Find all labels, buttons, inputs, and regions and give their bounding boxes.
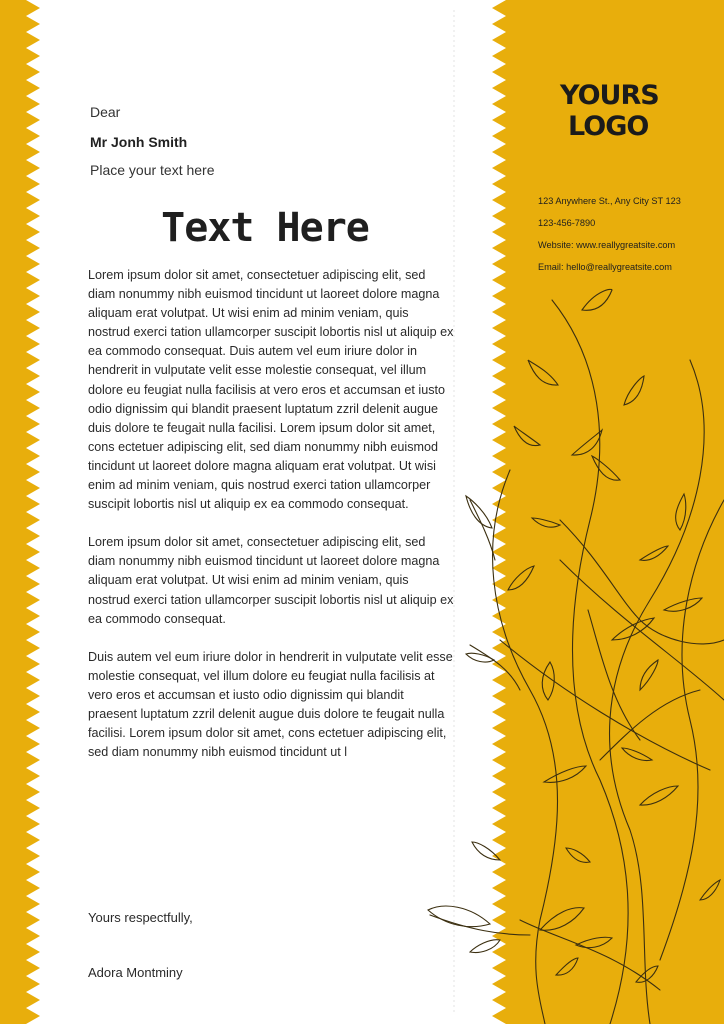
paragraph-3: Duis autem vel eum iriure dolor in hendrerit in vulputate velit esse molestie consequat, vel illum dolore eu feugiat nulla facilisis at vero eros et accumsan et iusto odio dignissim qui blandit praesent luptatum zzril delenit augue duis dolore te feugait nulla facilisi. Lorem ipsum dolor sit amet, cons ectetuer adipiscing elit, sed diam nonummy nibh euismod tincidunt ut l — [88, 649, 453, 760]
logo-line-2: LOGO — [568, 111, 649, 142]
paragraph-2: Lorem ipsum dolor sit amet, consectetuer adipiscing elit, sed diam nonummy nibh euismod tincidunt ut laoreet dolore magna aliquam erat volutpat. Ut wisi enim ad minim veniam, quis nostrud exerci tation ullamcorper suscipit lobortis nisl ut aliquip ex ea commodo consequat. — [88, 535, 454, 626]
recipient-name: Mr Jonh Smith — [90, 134, 188, 150]
right-zigzag-panel — [492, 0, 724, 1024]
logo-line-1: YOURS — [560, 80, 659, 111]
contact-address: 123 Anywhere St., Any City ST 123 — [538, 196, 681, 206]
salutation: Dear — [90, 104, 121, 120]
placeholder-line: Place your text here — [90, 162, 215, 178]
company-logo — [560, 80, 659, 142]
contact-email: Email: hello@reallygreatsite.com — [538, 262, 672, 272]
contact-website: Website: www.reallygreatsite.com — [538, 240, 676, 250]
contact-info — [538, 195, 681, 283]
letter-body — [88, 104, 454, 781]
contact-phone: 123-456-7890 — [538, 218, 596, 228]
closing: Yours respectfully, — [88, 910, 193, 925]
paragraph-1: Lorem ipsum dolor sit amet, consectetuer adipiscing elit, sed diam nonummy nibh euismod tincidunt ut laoreet dolore magna aliquam erat volutpat. Ut wisi enim ad minim veniam, quis nostrud exerci tation ullamcorper suscipit lobortis nisl ut aliquip ex ea commodo consequat. Duis autem vel eum iriure dolor in hendrerit in vulputate velit esse molestie consequat, vel illum dolore eu feugiat nulla facilisis at vero eros et accumsan et iusto odio dignissim qui blandit praesent luptatum zzril delenit augue duis dolore te feugait nulla facilisi. Lorem ipsum dolor sit amet, cons ectetuer adipiscing elit, sed diam nonummy nibh euismod tincidunt ut laoreet dolore magna aliquam erat volutpat. Ut wisi enim ad minim veniam, quis nostrud exerci tation ullamcorper suscipit lobortis nisl ut aliquip ex ea commodo consequat. — [88, 268, 454, 512]
signer-name: Adora Montminy — [88, 965, 183, 980]
headline: Text Here — [161, 205, 369, 251]
left-zigzag-border — [0, 0, 40, 1024]
